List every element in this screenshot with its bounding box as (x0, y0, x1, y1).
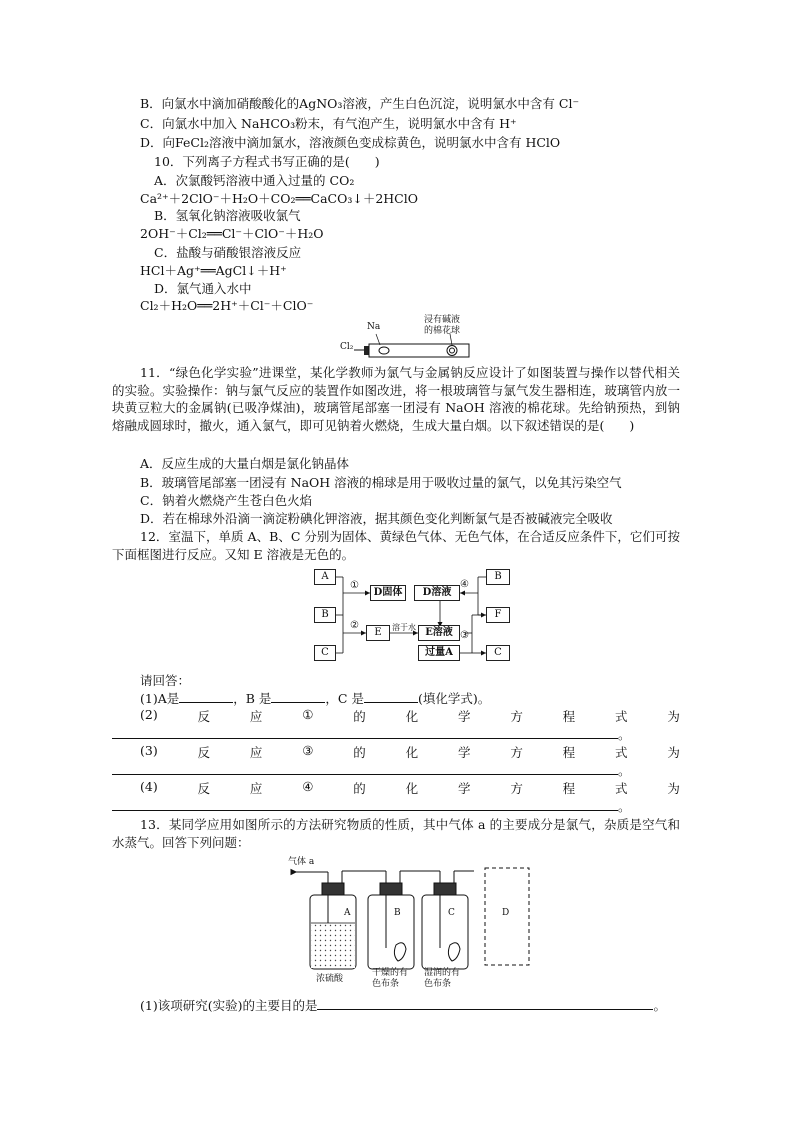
q12-sub4-line (140, 779, 680, 797)
dry-cloth-label-1: 干燥的有 (372, 968, 409, 978)
answer-blank-b[interactable] (271, 690, 325, 703)
sub3-token: 程 (562, 745, 576, 760)
sub1-b-text: ，B 是 (233, 691, 272, 706)
node-d-solution: D溶液 (414, 585, 460, 601)
q13-sub1 (140, 997, 666, 1014)
node-c-right: C (486, 645, 510, 661)
sub3-token: 的 (353, 745, 366, 760)
sub2-token: 程 (562, 709, 576, 724)
q12-stem: 12．室温下，单质 A、B、C 分别为固体、黄绿色气体、无色气体，在合适反应条件下，它们可按下面框图进行反应。又知 E 溶液是无色的。 (112, 529, 680, 562)
q10-stem: 10．下列离子方程式书写正确的是( ) (154, 154, 380, 169)
sub4-token: 化 (405, 781, 419, 796)
wet-cloth-label-1: 湿润的有 (424, 968, 461, 978)
node-b-right: B (486, 569, 510, 585)
q13-stem: 13．某同学应用如图所示的方法研究物质的性质，其中气体 a 的主要成分是氯气，杂质是空气和水蒸气。回答下列问题： (112, 817, 680, 850)
q10-option-a: A．次氯酸钙溶液中通入过量的 CO₂ (154, 173, 355, 188)
sub3-token: 学 (457, 745, 471, 760)
cotton-label-1: 浸有碱液 (424, 315, 461, 325)
q11-option-b: B．玻璃管尾部塞一团浸有 NaOH 溶液的棉球是用于吸收过量的氯气，以免其污染空气 (140, 475, 622, 490)
sub2-token: 应 (249, 709, 263, 724)
sub2-token: ① (302, 707, 314, 722)
sub3-token: 反 (197, 745, 211, 760)
period-4: 。 (618, 799, 631, 814)
sub2-token: 为 (667, 709, 680, 724)
sub4-token: 反 (197, 781, 211, 796)
q11-stem: 11．“绿色化学实验”进课堂，某化学教师为氯气与金属钠反应设计了如图装置与操作以替代相关的实验。实验操作：钠与氯气反应的装置作如图改进，将一根玻璃管与氯气发生器相连，玻璃管内放一块黄豆粒大的金属钠(已吸净煤油)，玻璃管尾部塞一团浸有 NaOH 溶液的棉花球。先给钠预热，到钠熔融成圆球时，撤火，通入氯气，即可见钠着火燃烧，生成大量白烟。以下叙述错误的是( ) (112, 365, 680, 433)
q9-option-c: C．向氯水中加入 NaHCO₃粉末，有气泡产生，说明氯水中含有 H⁺ (140, 116, 517, 131)
node-c: C (314, 645, 336, 661)
sub2-token: 学 (457, 709, 471, 724)
step-1-label: ① (350, 580, 359, 591)
dissolve-label: 溶于水 (392, 623, 416, 632)
q9-option-d: D．向FeCl₂溶液中滴加氯水，溶液颜色变成棕黄色，说明氯水中含有 HClO (140, 135, 561, 150)
q12-sub2-line (140, 707, 680, 725)
sub3-token: 应 (249, 745, 263, 760)
bottle-b-label: B (394, 908, 401, 918)
sub4-token: 式 (615, 781, 628, 796)
q10-option-d: D．氯气通入水中 (154, 281, 252, 296)
cl2-label: Cl₂ (340, 342, 354, 352)
step-3-label: ③ (460, 630, 469, 641)
period-2: 。 (618, 727, 631, 742)
q12-reaction-diagram (310, 565, 520, 665)
conc-sulfuric-acid-label: 浓硫酸 (316, 974, 344, 984)
q10-option-b: B．氢氧化钠溶液吸收氯气 (154, 208, 301, 223)
q9-option-b: B．向氯水中滴加硝酸酸化的AgNO₃溶液，产生白色沉淀，说明氯水中含有 Cl⁻ (140, 96, 580, 111)
sub2-token: 反 (197, 709, 211, 724)
sub3-token: 化 (405, 745, 419, 760)
q13-sub1-text: (1)该项研究(实验)的主要目的是 (140, 998, 318, 1013)
period-3: 。 (618, 763, 631, 778)
q12-sub1 (140, 690, 490, 707)
sub2-token: 化 (405, 709, 419, 724)
answer-blank-c[interactable] (364, 690, 418, 703)
q13-apparatus-figure (288, 853, 538, 988)
sub4-token: (4) (140, 779, 158, 794)
q10-equation-a: Ca²⁺＋2ClO⁻＋H₂O＋CO₂══CaCO₃↓＋2HClO (140, 191, 418, 206)
node-a: A (314, 569, 336, 585)
dry-cloth-label-2: 色布条 (372, 979, 400, 989)
sub1-c-text: ，C 是 (325, 691, 364, 706)
q11-option-c: C．钠着火燃烧产生苍白色火焰 (140, 493, 313, 508)
sub4-token: 的 (353, 781, 366, 796)
sub4-token: ④ (302, 779, 314, 794)
step-4-label: ④ (460, 579, 469, 590)
q10-option-c: C．盐酸与硝酸银溶液反应 (154, 245, 302, 260)
node-e-solution: E溶液 (418, 625, 460, 641)
node-e: E (366, 625, 390, 641)
q11-option-a: A．反应生成的大量白烟是氯化钠晶体 (140, 456, 350, 471)
q10-equation-b: 2OH⁻＋Cl₂══Cl⁻＋ClO⁻＋H₂O (140, 226, 324, 241)
box-d-label: D (502, 908, 510, 918)
q12-sub3-line (140, 743, 680, 761)
sub3-token: ③ (302, 743, 314, 758)
sub4-token: 应 (249, 781, 263, 796)
sub2-token: (2) (140, 707, 158, 722)
sub3-token: 方 (510, 745, 523, 760)
sub2-token: 方 (510, 709, 523, 724)
q12-ask: 请回答： (140, 673, 191, 688)
q13-period: 。 (653, 998, 666, 1013)
sub4-token: 为 (667, 781, 680, 796)
sub2-token: 的 (353, 709, 366, 724)
sub3-token: (3) (140, 743, 158, 758)
na-label: Na (367, 322, 381, 332)
node-d-solid: D固体 (370, 585, 406, 601)
sub3-token: 为 (667, 745, 680, 760)
sub4-token: 程 (562, 781, 576, 796)
step-2-label: ② (350, 620, 359, 631)
q10-equation-c: HCl＋Ag⁺══AgCl↓＋H⁺ (140, 263, 287, 278)
answer-blank-a[interactable] (179, 690, 233, 703)
cotton-label-2: 的棉花球 (424, 326, 461, 336)
q11-apparatus-figure (340, 312, 480, 360)
node-f: F (486, 607, 510, 623)
wet-cloth-label-2: 色布条 (424, 979, 452, 989)
bottle-a-label: A (344, 908, 351, 918)
answer-line-4[interactable] (112, 810, 618, 811)
q10-equation-d: Cl₂＋H₂O══2H⁺＋Cl⁻＋ClO⁻ (140, 298, 314, 313)
gas-a-label: 气体 a (288, 857, 315, 867)
sub4-token: 学 (457, 781, 471, 796)
answer-blank-q13[interactable] (317, 997, 653, 1010)
node-b: B (314, 607, 336, 623)
q11-option-d: D．若在棉球外沿滴一滴淀粉碘化钾溶液，据其颜色变化判断氯气是否被碱液完全吸收 (140, 511, 613, 526)
answer-line-2[interactable] (112, 738, 618, 739)
sub2-token: 式 (615, 709, 628, 724)
sub1-d-text: (填化学式)。 (417, 691, 491, 706)
answer-line-3[interactable] (112, 774, 618, 775)
node-excess-a: 过量A (418, 645, 460, 661)
bottle-c-label: C (448, 908, 455, 918)
sub4-token: 方 (510, 781, 523, 796)
sub1-a-text: (1)A是 (140, 691, 180, 706)
sub3-token: 式 (615, 745, 628, 760)
gas-washing-bottles (288, 853, 538, 988)
